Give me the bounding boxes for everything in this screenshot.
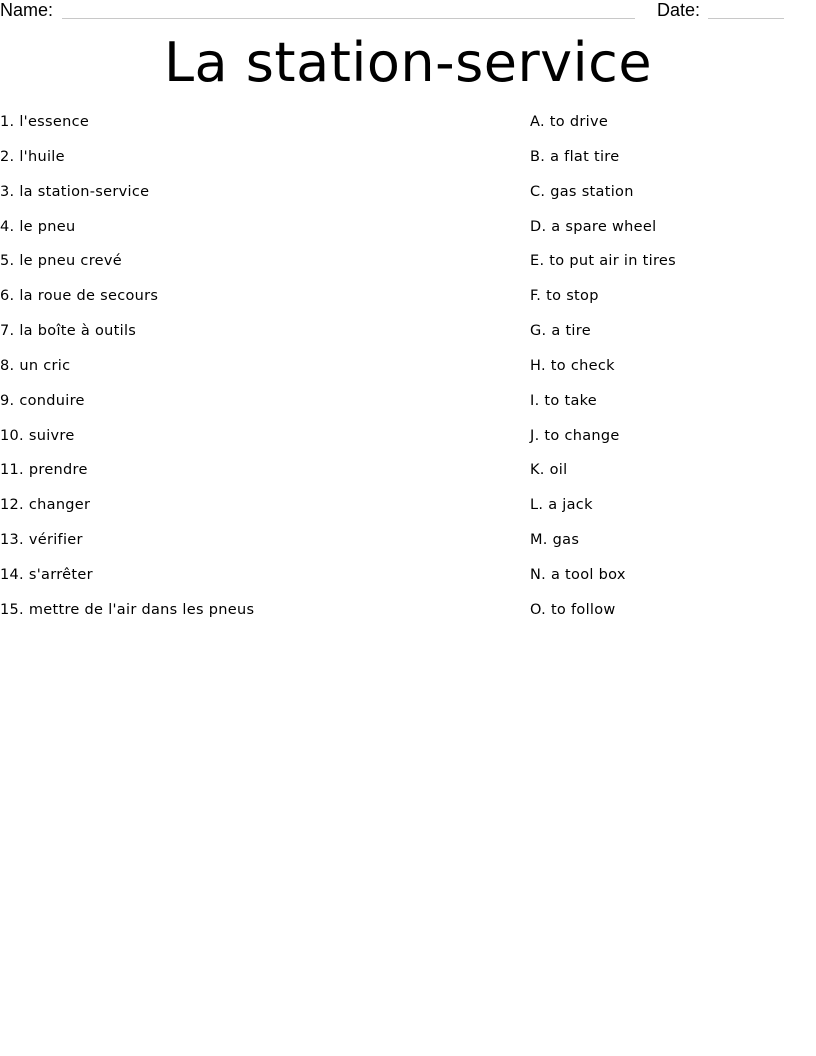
definition-item: H. to check [530,357,615,374]
definition-item: L. a jack [530,497,593,514]
definition-item: C. gas station [530,183,634,200]
definition-item: E. to put air in tires [530,253,676,270]
definition-item: G. a tire [530,323,591,340]
term-item: 2. l'huile [0,148,65,165]
definition-item: I. to take [530,392,598,409]
date-blank-line[interactable] [708,18,784,19]
term-item: 13. vérifier [0,532,83,549]
term-item: 5. le pneu crevé [0,253,122,270]
definition-item: K. oil [530,462,568,479]
name-label: Name: [0,0,54,20]
definition-item: A. to drive [530,114,609,130]
date-label: Date: [657,0,701,20]
worksheet-header [0,0,816,22]
term-item: 9. conduire [0,392,85,409]
term-item: 3. la station-service [0,183,150,200]
term-item: 15. mettre de l'air dans les pneus [0,601,255,618]
name-blank-line[interactable] [62,18,635,19]
term-item: 6. la roue de secours [0,288,159,305]
definition-item: J. to change [530,427,620,444]
definition-item: B. a flat tire [530,148,620,165]
term-item: 11. prendre [0,462,88,479]
term-item: 14. s'arrêter [0,566,93,583]
term-item: 8. un cric [0,357,71,374]
term-item: 7. la boîte à outils [0,323,137,340]
definition-item: O. to follow [530,601,616,618]
terms-list [0,112,254,635]
term-item: 4. le pneu [0,218,76,235]
definition-item: F. to stop [530,288,599,305]
page-title: La station-service [163,31,653,94]
term-item: 1. l'essence [0,114,90,130]
term-item: 10. suivre [0,427,75,444]
definition-item: M. gas [530,532,580,549]
definitions-list [530,112,676,635]
definition-item: D. a spare wheel [530,218,657,235]
term-item: 12. changer [0,497,91,514]
definition-item: N. a tool box [530,566,626,583]
